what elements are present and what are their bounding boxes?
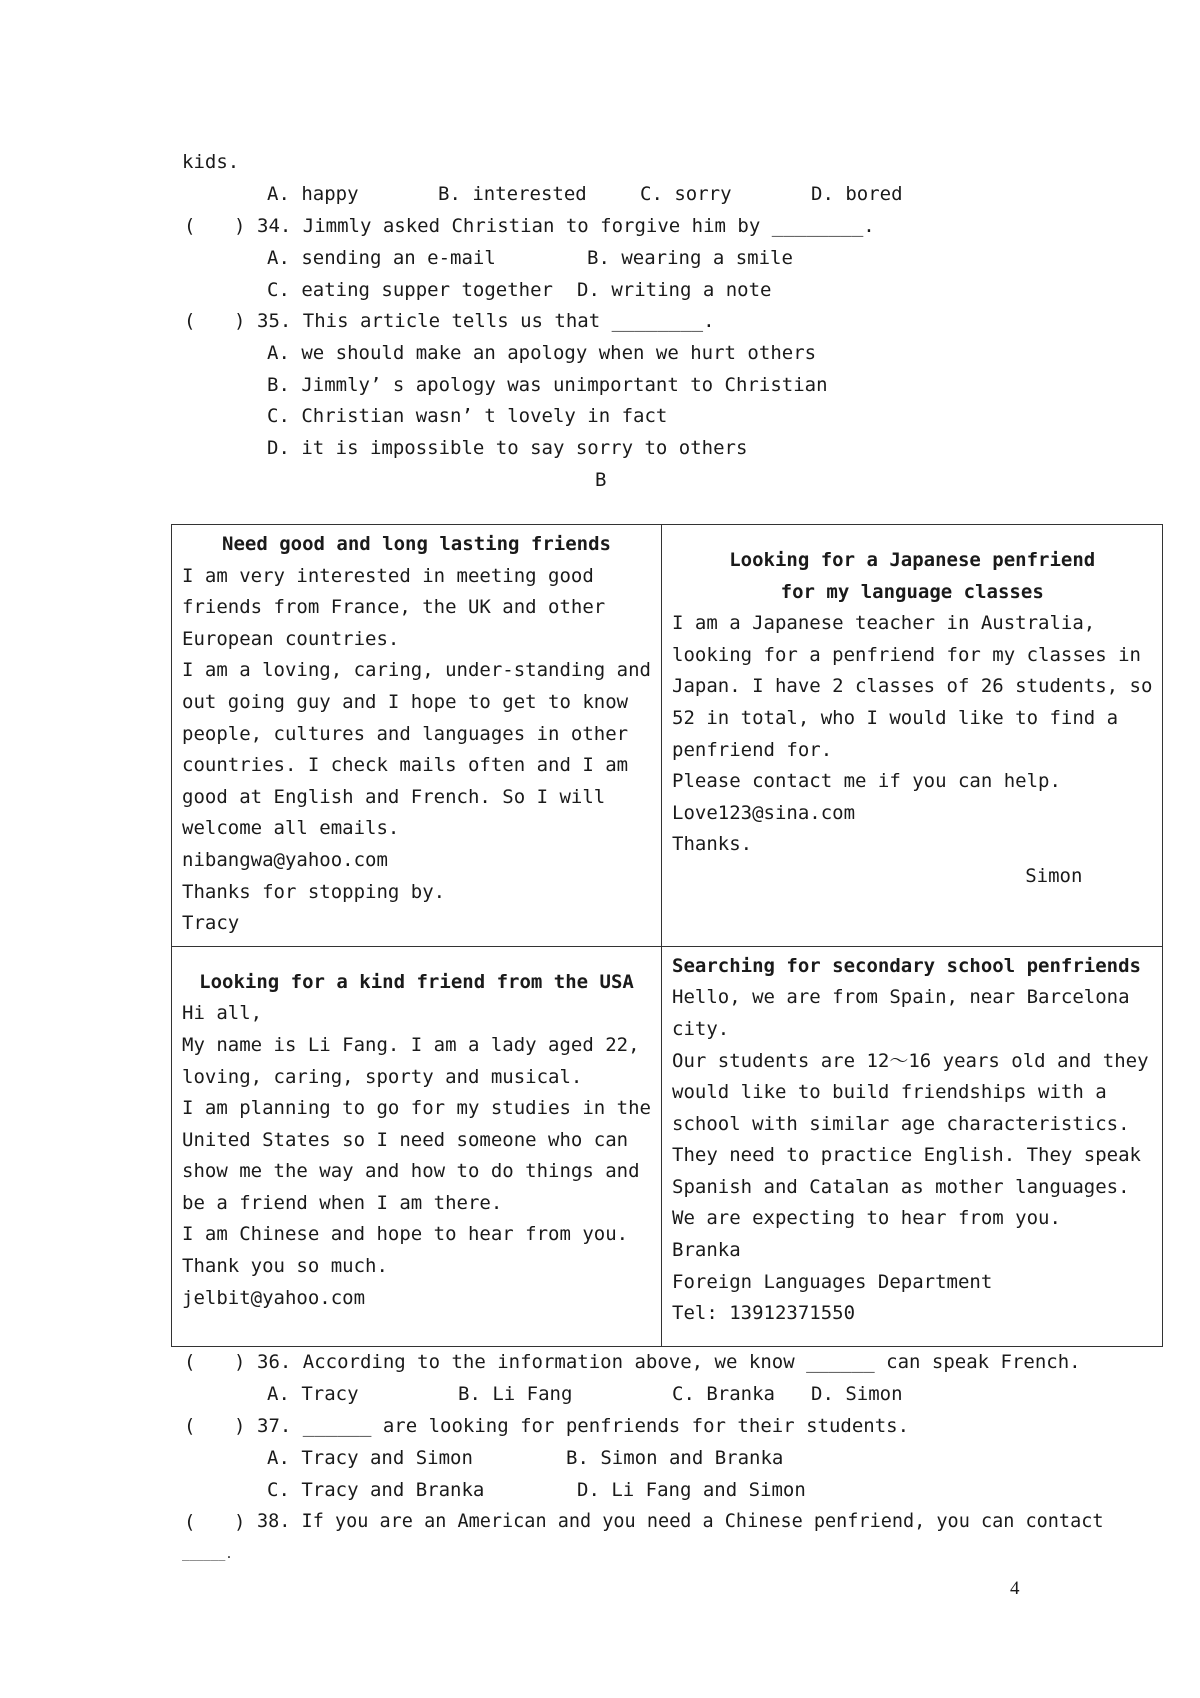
q36-paren-open: ( xyxy=(184,1351,196,1373)
q34-stem: 34. Jimmly asked Christian to forgive him by ________. xyxy=(257,215,875,237)
ad1-email: nibangwa@yahoo.com xyxy=(182,848,388,871)
ad1-line: I am very interested in meeting good xyxy=(182,564,594,587)
ad-cell-branka xyxy=(662,946,1163,1346)
ad4-line: Foreign Languages Department xyxy=(672,1270,993,1293)
q38-stem: 38. If you are an American and you need a Chinese penfriend, you can contact xyxy=(257,1511,1104,1532)
ad2-line: I am a Japanese teacher in Australia, xyxy=(672,612,1096,635)
q36-option-a: A. Tracy xyxy=(267,1383,359,1405)
ad2-line: Japan. I have 2 classes of 26 students, so xyxy=(672,675,1153,698)
ad3-line: My name is Li Fang. I am a lady aged 22, xyxy=(182,1033,640,1056)
ad1-line: out going guy and I hope to get to know xyxy=(182,690,629,713)
ad2-title-line-2: for my language classes xyxy=(780,580,1044,603)
ad1-title: Need good and long lasting friends xyxy=(222,533,611,555)
ad4-line: We are expecting to hear from you. xyxy=(672,1207,1061,1230)
ad2-email: Love123@sina.com xyxy=(672,801,856,824)
ad4-line: city. xyxy=(672,1017,730,1040)
ad3-title: Looking for a kind friend from the USA xyxy=(199,970,634,993)
q36-paren-close: ) xyxy=(234,1351,246,1373)
q37-paren-open: ( xyxy=(184,1415,196,1437)
q34-option-c: C. eating supper together xyxy=(267,279,553,301)
q35-option-b: B. Jimmly’ s apology was unimportant to Christian xyxy=(267,374,828,396)
ad4-line: Our students are 12～16 years old and they xyxy=(672,1049,1149,1072)
ad3-email: jelbit@yahoo.com xyxy=(182,1286,366,1309)
q34-option-b: B. wearing a smile xyxy=(587,247,793,269)
q34-paren-close: ) xyxy=(234,215,246,237)
section-label: B xyxy=(595,469,607,491)
ad3-line: I am Chinese and hope to hear from you. xyxy=(182,1223,629,1246)
ad2-line: Please contact me if you can help. xyxy=(672,770,1061,793)
ad1-line: Thanks for stopping by. xyxy=(182,880,446,903)
q35-stem: 35. This article tells us that ________. xyxy=(257,310,715,332)
q37-option-b: B. Simon and Branka xyxy=(566,1447,784,1469)
ad3-line: Thank you so much. xyxy=(182,1255,388,1278)
ad1-line: I am a loving, caring, under-standing and xyxy=(182,659,651,682)
ad1-line: good at English and French. So I will xyxy=(182,785,606,808)
q36-option-d: D. Simon xyxy=(811,1383,903,1405)
penfriend-ads-table xyxy=(171,524,1163,1347)
kids-text: kids. xyxy=(182,151,240,173)
ad4-line: They need to practice English. They speak xyxy=(672,1144,1141,1167)
q33-option-d: D. bored xyxy=(811,183,903,205)
ad1-signature: Tracy xyxy=(182,912,240,935)
q35-paren-open: ( xyxy=(184,310,196,332)
ad4-title: Searching for secondary school penfriends xyxy=(672,954,1141,977)
ad1-line: countries. I check mails often and I am xyxy=(182,754,629,777)
q35-option-c: C. Christian wasn’ t lovely in fact xyxy=(267,405,668,427)
ad3-line: United States so I need someone who can xyxy=(182,1128,629,1151)
ad-cell-simon xyxy=(662,525,1163,947)
ad-cell-li-fang xyxy=(172,946,662,1346)
ad-cell-tracy xyxy=(172,525,662,947)
q33-option-c: C. sorry xyxy=(640,183,732,205)
ad3-line: Hi all, xyxy=(182,1002,263,1025)
page-number: 4 xyxy=(1010,1578,1020,1599)
ad4-line: would like to build friendships with a xyxy=(672,1081,1107,1104)
ad4-line: school with similar age characteristics. xyxy=(672,1112,1130,1135)
ad3-line: show me the way and how to do things and xyxy=(182,1160,640,1183)
ad2-line: looking for a penfriend for my classes in xyxy=(672,643,1141,666)
q37-option-d: D. Li Fang and Simon xyxy=(577,1479,806,1501)
q38-paren-open: ( xyxy=(184,1511,196,1533)
q34-option-a: A. sending an e-mail xyxy=(267,247,496,269)
ad4-line: Hello, we are from Spain, near Barcelona xyxy=(672,986,1130,1009)
q35-option-a: A. we should make an apology when we hurt others xyxy=(267,342,817,364)
q35-option-d: D. it is impossible to say sorry to others xyxy=(267,437,748,459)
q36-option-c: C. Branka xyxy=(672,1383,775,1405)
q34-paren-open: ( xyxy=(184,215,196,237)
ad1-line: welcome all emails. xyxy=(182,817,400,840)
q33-option-a: A. happy xyxy=(267,183,359,205)
q34-option-d: D. writing a note xyxy=(577,279,772,301)
ad2-line: penfriend for. xyxy=(672,738,833,761)
ad2-signature: Simon xyxy=(1025,864,1083,887)
ad4-signature: Branka xyxy=(672,1239,741,1262)
q36-option-b: B. Li Fang xyxy=(458,1383,573,1405)
ad1-line: friends from France, the UK and other xyxy=(182,596,606,619)
ad1-line: people, cultures and languages in other xyxy=(182,722,629,745)
q36-stem: 36. According to the information above, we know ______ can speak French. xyxy=(257,1351,1081,1373)
q37-option-c: C. Tracy and Branka xyxy=(267,1479,485,1501)
ad2-title-line-1: Looking for a Japanese penfriend xyxy=(729,549,1096,571)
q37-paren-close: ) xyxy=(234,1415,246,1437)
q35-paren-close: ) xyxy=(234,310,246,332)
ad3-line: be a friend when I am there. xyxy=(182,1191,503,1214)
ad3-line: I am planning to go for my studies in the xyxy=(182,1097,651,1120)
ad2-line: Thanks. xyxy=(672,833,753,856)
ad4-line: Spanish and Catalan as mother languages. xyxy=(672,1175,1130,1198)
q37-option-a: A. Tracy and Simon xyxy=(267,1447,473,1469)
q37-stem: 37. ______ are looking for penfriends for their students. xyxy=(257,1415,910,1437)
q33-option-b: B. interested xyxy=(438,183,587,205)
q38-blank: ______. xyxy=(182,1547,233,1561)
ad4-phone: Tel: 13912371550 xyxy=(672,1302,856,1325)
ad2-line: 52 in total, who I would like to find a xyxy=(672,706,1119,729)
ad1-line: European countries. xyxy=(182,627,400,650)
ad3-line: loving, caring, sporty and musical. xyxy=(182,1065,583,1088)
q38-paren-close: ) xyxy=(234,1511,246,1533)
